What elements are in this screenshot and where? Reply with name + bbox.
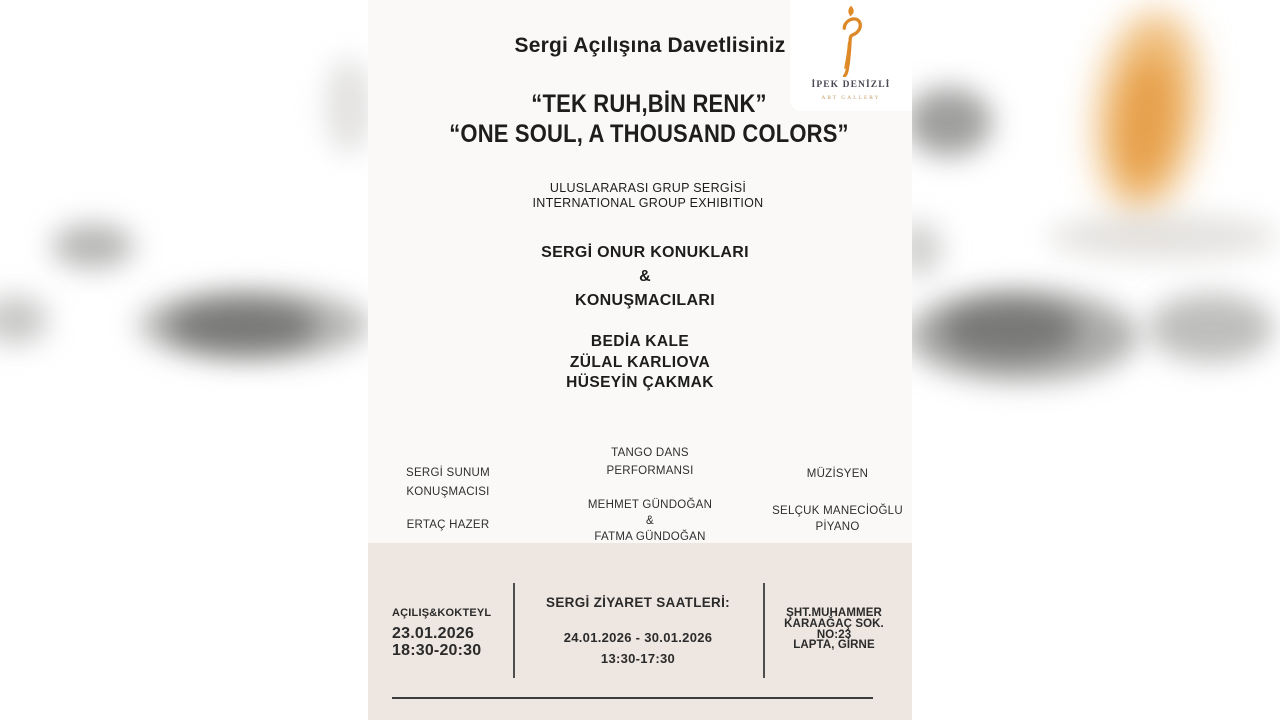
musician-column [770,466,905,535]
address-line: ŞHT.MUHAMMER [786,607,882,619]
visiting-time: 13:30-17:30 [600,651,676,666]
exhibition-title [410,89,889,149]
tango-role-line2: PERFORMANSI [606,465,694,477]
guests-heading-line1: SERGİ ONUR KONUKLARI [541,244,749,261]
address-line: KARAAĞAÇ SOK. [784,617,884,630]
presenter-name: ERTAÇ HAZER [406,519,490,531]
background-blur-blob [940,300,1080,360]
background-blur-blob [1148,294,1274,362]
address-line: NO:23 [816,628,852,641]
guest-name: ZÜLAL KARLIOVA [569,353,711,371]
tango-column [560,444,740,545]
background-blur-blob [52,224,134,268]
opening-info [392,607,491,659]
gallery-name: İPEK DENİZLİ [811,80,891,90]
event-details-strip [368,543,912,720]
background-blur-blob [168,300,318,352]
tango-dancer-2: FATMA GÜNDOĞAN [594,531,706,543]
guest-name-list [368,332,912,394]
visiting-hours-info [523,595,753,666]
gallery-subtitle: ART GALLERY [821,95,881,101]
background-blur-blob [326,58,372,154]
address-info [770,608,898,651]
presenter-column [388,464,508,535]
visiting-dates: 24.01.2026 - 30.01.2026 [563,630,713,645]
guests-heading-amp: & [639,268,651,285]
footer-divider [763,583,765,678]
footer-divider [513,583,515,678]
guest-name: BEDİA KALE [590,333,690,350]
visiting-label: SERGİ ZİYARET SAATLERİ: [546,595,730,610]
opening-label: AÇILIŞ&KOKTEYL [392,607,492,619]
invitation-poster [368,0,912,720]
tango-dancer-1: MEHMET GÜNDOĞAN [587,499,713,511]
address-line: LAPTA, GİRNE [793,639,875,652]
background-blur-blob [0,296,48,344]
background-blur-blob [906,88,992,156]
guests-heading-line2: KONUŞMACILARI [575,292,715,309]
guest-name: HÜSEYİN ÇAKMAK [566,374,714,391]
tango-amp: & [646,515,654,527]
title-line-english: “ONE SOUL, A THOUSAND COLORS” [449,120,849,148]
presenter-role-line2: KONUŞMACISI [406,486,490,498]
footer-rule [392,697,873,699]
subtitle-turkish: ULUSLARARASI GRUP SERGİSİ [549,181,747,195]
honor-guests-heading [373,241,917,313]
musician-instrument: PİYANO [815,521,860,533]
title-line-turkish: “TEK RUH,BİN RENK” [531,90,767,118]
musician-role: MÜZİSYEN [806,468,869,480]
tango-role-line1: TANGO DANS [611,447,689,459]
background-blur-blob [1048,214,1278,260]
exhibition-subtitle [376,181,920,210]
subtitle-english: INTERNATIONAL GROUP EXHIBITION [532,195,764,210]
presenter-role-line1: SERGİ SUNUM [406,467,490,479]
invite-line: Sergi Açılışına Davetlisiniz [514,34,786,57]
musician-name: SELÇUK MANECİOĞLU [772,505,903,517]
opening-time: 18:30-20:30 [392,642,482,659]
opening-date: 23.01.2026 [392,625,475,642]
